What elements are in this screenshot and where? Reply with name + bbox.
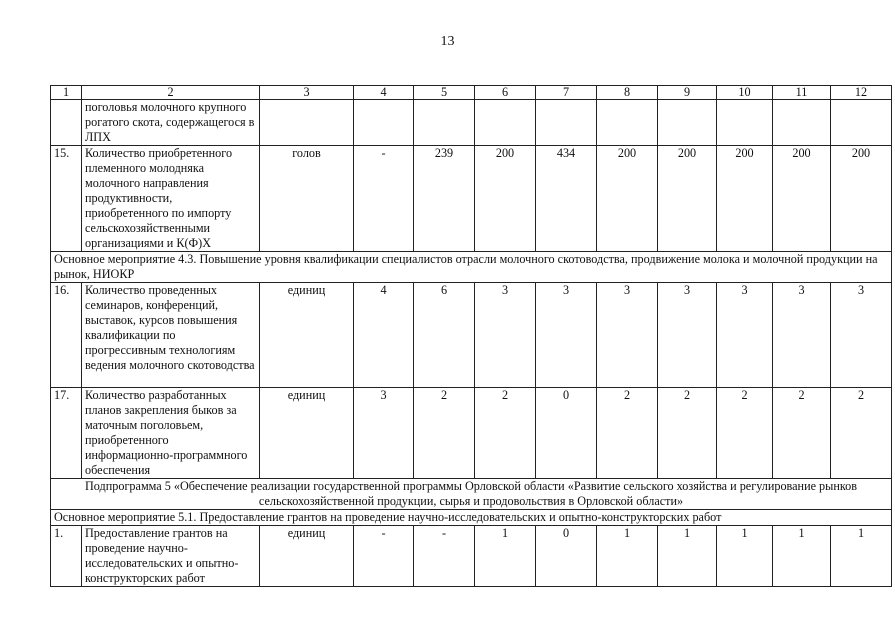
header-cell: 10 (717, 86, 773, 100)
value-cell (597, 100, 658, 146)
value-cell: 1 (475, 526, 536, 587)
header-cell: 6 (475, 86, 536, 100)
value-cell: 3 (354, 388, 414, 479)
value-cell: 239 (414, 146, 475, 252)
table-row (51, 100, 892, 146)
value-cell (773, 100, 831, 146)
value-cell: 2 (831, 388, 892, 479)
page-number: 13 (440, 34, 455, 49)
value-cell: 1 (773, 526, 831, 587)
section-row (51, 479, 892, 510)
value-cell: 3 (658, 283, 717, 388)
value-cell: 3 (597, 283, 658, 388)
header-cell: 8 (597, 86, 658, 100)
indicator-name-cell: Количество приобретенного племенного молодняка молочного направления продуктивности, приобретенного по импорту сельскохозяйственными организациями и К(Ф)Х (82, 146, 260, 252)
indicator-name-cell: Предоставление грантов на проведение научно-исследовательских и опытно-конструкторских работ (82, 526, 260, 587)
header-cell: 3 (260, 86, 354, 100)
value-cell: 3 (536, 283, 597, 388)
value-cell: 3 (773, 283, 831, 388)
table-row (51, 146, 892, 252)
value-cell: 2 (475, 388, 536, 479)
value-cell: - (414, 526, 475, 587)
value-cell: 6 (414, 283, 475, 388)
section-row (51, 252, 892, 283)
value-cell: 0 (536, 388, 597, 479)
indicator-name-cell: поголовья молочного крупного рогатого скота, содержащегося в ЛПХ (82, 100, 260, 146)
row-number-cell: 17. (51, 388, 82, 479)
header-cell: 11 (773, 86, 831, 100)
section-row (51, 510, 892, 526)
section-heading: Основное мероприятие 5.1. Предоставление грантов на проведение научно-исследовательских и опытно-конструкторских работ (51, 510, 892, 526)
value-cell: 2 (717, 388, 773, 479)
header-row (51, 86, 892, 100)
value-cell: 200 (597, 146, 658, 252)
subprogram-heading: Подпрограмма 5 «Обеспечение реализации государственной программы Орловской области «Развитие сельского хозяйства и регулирование рынков сельскохозяйственной продукции, сырья и продовольствия в Орловской области» (51, 479, 892, 510)
value-cell: 2 (597, 388, 658, 479)
value-cell: 200 (717, 146, 773, 252)
value-cell: 2 (773, 388, 831, 479)
header-cell: 5 (414, 86, 475, 100)
value-cell: 3 (831, 283, 892, 388)
unit-cell: единиц (260, 388, 354, 479)
value-cell: 200 (831, 146, 892, 252)
section-heading: Основное мероприятие 4.3. Повышение уровня квалификации специалистов отрасли молочного скотоводства, продвижение молока и молочной продукции на рынок, НИОКР (51, 252, 892, 283)
indicator-name-cell: Количество разработанных планов закрепления быков за маточным поголовьем, приобретенного информационно-программного обеспечения (82, 388, 260, 479)
value-cell (475, 100, 536, 146)
value-cell: 200 (773, 146, 831, 252)
value-cell: 1 (658, 526, 717, 587)
unit-cell: единиц (260, 526, 354, 587)
value-cell: 1 (831, 526, 892, 587)
value-cell: 3 (717, 283, 773, 388)
header-cell: 7 (536, 86, 597, 100)
unit-cell (260, 100, 354, 146)
unit-cell: единиц (260, 283, 354, 388)
header-cell: 4 (354, 86, 414, 100)
value-cell: 4 (354, 283, 414, 388)
header-cell: 1 (51, 86, 82, 100)
row-number-cell: 1. (51, 526, 82, 587)
row-number-cell: 15. (51, 146, 82, 252)
row-number-cell (51, 100, 82, 146)
value-cell (658, 100, 717, 146)
value-cell (717, 100, 773, 146)
value-cell: - (354, 526, 414, 587)
row-number-cell: 16. (51, 283, 82, 388)
value-cell: 200 (475, 146, 536, 252)
value-cell: 1 (717, 526, 773, 587)
unit-cell: голов (260, 146, 354, 252)
indicators-table (50, 85, 892, 587)
value-cell: 2 (414, 388, 475, 479)
value-cell: 0 (536, 526, 597, 587)
value-cell (414, 100, 475, 146)
header-cell: 2 (82, 86, 260, 100)
value-cell: 1 (597, 526, 658, 587)
value-cell (831, 100, 892, 146)
table-row (51, 526, 892, 587)
value-cell: 200 (658, 146, 717, 252)
header-cell: 12 (831, 86, 892, 100)
table-row (51, 388, 892, 479)
value-cell: 2 (658, 388, 717, 479)
indicator-name-cell: Количество проведенных семинаров, конференций, выставок, курсов повышения квалификации по прогрессивным технологиям ведения молочного скотоводства (82, 283, 260, 388)
table-row (51, 283, 892, 388)
value-cell: 434 (536, 146, 597, 252)
value-cell: 3 (475, 283, 536, 388)
value-cell (536, 100, 597, 146)
value-cell: - (354, 146, 414, 252)
value-cell (354, 100, 414, 146)
header-cell: 9 (658, 86, 717, 100)
